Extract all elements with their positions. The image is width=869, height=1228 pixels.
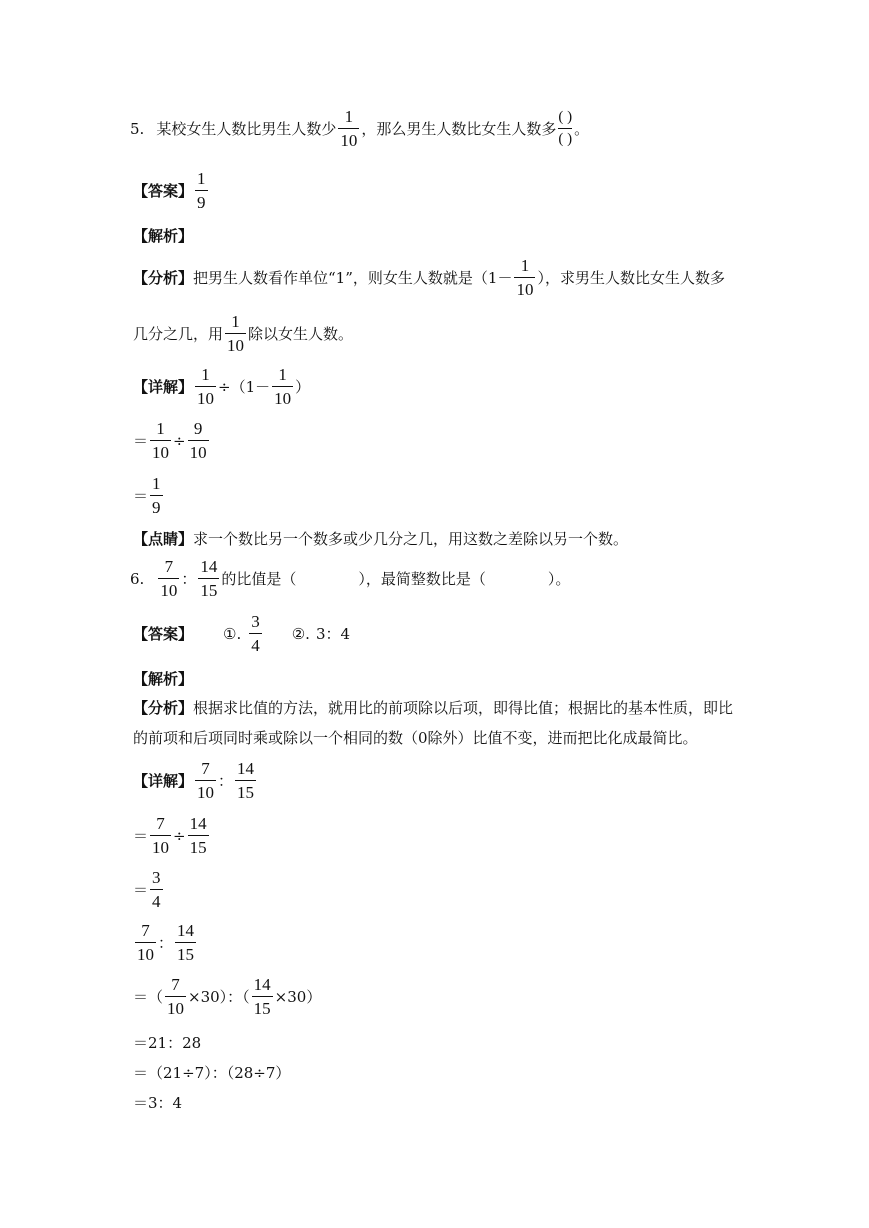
answer-label: 【答案】 (133, 625, 194, 643)
q6-text-c: ）。 (547, 570, 571, 588)
a5-fenxi-line2 (133, 313, 353, 354)
a5-analysis-label: 【解析】 (133, 227, 194, 245)
a6-ratio-frac2: $\frac{14}{15}$ (177, 921, 195, 964)
a5-fenxi-a: 把男生人数看作单位“1”，则女生人数就是（1－ (193, 269, 513, 287)
a6-fenxi-1: 根据求比值的方法，就用比的前项除以后项，即得比值；根据比的基本性质，即比 (193, 699, 734, 717)
a6-step1: ＝ $\frac{7}{10}$ ÷ $\frac{14}{15}$ (133, 814, 207, 857)
a6-fenxi-2: 的前项和后项同时乘或除以一个相同的数（0除外）比值不变，进而把比化成最简比。 (133, 729, 698, 747)
a6-step2-frac: $\frac{3}{4}$ (152, 868, 161, 911)
q5-blank-fraction: $\frac{( )}{( )}$ (558, 109, 573, 147)
a5-step1-frac2: $\frac{9}{10}$ (189, 419, 207, 462)
q5-text-b: ，那么男生人数比女生人数多 (361, 120, 557, 138)
q6-frac2: $\frac{14}{15}$ (200, 557, 218, 600)
a6-fenxi-line2 (133, 727, 698, 748)
a5-fenxi-b: ），求男生人数比女生人数多 (537, 269, 725, 287)
a6-step6: ＝3：4 (133, 1094, 183, 1112)
a6-step3-frac2: $\frac{14}{15}$ (253, 975, 271, 1018)
a5-step1: ＝ $\frac{1}{10}$ ÷ $\frac{9}{10}$ (133, 419, 207, 462)
a5-answer-line (133, 170, 210, 211)
a6-step3: ＝（ $\frac{7}{10}$ ×30）：（ $\frac{14}{15}$ ×30） (133, 975, 322, 1018)
a5-step2-frac: $\frac{1}{9}$ (152, 474, 161, 517)
q6-number: 6. (130, 569, 145, 588)
a6-step1-frac1: $\frac{7}{10}$ (152, 814, 170, 857)
q5-fraction: $\frac{1}{10}$ (340, 107, 358, 150)
a5-answer-fraction: $\frac{1}{9}$ (197, 169, 206, 212)
a6-ratio-frac1: $\frac{7}{10}$ (137, 921, 154, 964)
a5-fenxi-d: 除以女生人数。 (248, 325, 354, 343)
a5-step1-frac1: $\frac{1}{10}$ (152, 419, 170, 462)
q6-line: 6. $\frac{7}{10}$ ： $\frac{14}{15}$ 的比值是（ ），最简整数比是（ ）。 (130, 557, 571, 600)
detail-label: 【详解】 (133, 378, 194, 396)
a5-step2: ＝ $\frac{1}{9}$ (133, 474, 161, 517)
a6-ratio-line: $\frac{7}{10}$ ： $\frac{14}{15}$ (137, 921, 195, 964)
a5-dianjing-line (133, 528, 628, 549)
a6-ans2: 3：4 (315, 625, 351, 643)
a6-answer-line (133, 613, 350, 654)
q6-text-a: 的比值是（ (221, 570, 297, 588)
a5-dianjing-text: 求一个数比另一个数多或少几分之几，用这数之差除以另一个数。 (193, 530, 629, 548)
fenxi-label: 【分析】 (133, 269, 194, 287)
a5-fenxi-fraction2: $\frac{1}{10}$ (227, 312, 245, 355)
a6-detail-frac2: $\frac{14}{15}$ (237, 759, 255, 802)
detail-label: 【详解】 (133, 772, 194, 790)
a6-step3-frac1: $\frac{7}{10}$ (167, 975, 185, 1018)
a6-detail-frac1: $\frac{7}{10}$ (197, 759, 215, 802)
a6-ans1-marker: ①. (223, 624, 242, 643)
a5-detail-frac1: $\frac{1}{10}$ (197, 365, 215, 408)
a5-detail-end: ） (295, 378, 311, 396)
q5-text-end: 。 (574, 120, 590, 138)
a6-detail-line: 【详解】 $\frac{7}{10}$ ： $\frac{14}{15}$ (133, 759, 255, 802)
a6-step4: ＝21：28 (133, 1034, 202, 1052)
a6-analysis-label: 【解析】 (133, 670, 194, 688)
answer-label: 【答案】 (133, 182, 194, 200)
q5-text-a: 某校女生人数比男生人数少 (156, 120, 337, 138)
dianjing-label: 【点睛】 (133, 530, 194, 548)
a6-step1-frac2: $\frac{14}{15}$ (189, 814, 207, 857)
a5-detail-line (133, 366, 310, 407)
a6-step5: ＝（21÷7）：（28÷7） (133, 1064, 291, 1082)
fenxi-label: 【分析】 (133, 699, 194, 717)
a6-ans2-marker: ②. (291, 624, 310, 643)
a5-fenxi-line1 (133, 257, 725, 298)
q6-frac1: $\frac{7}{10}$ (160, 557, 178, 600)
q6-text-b: ），最简整数比是（ (358, 570, 486, 588)
q5-number: 5. (130, 119, 145, 138)
a5-detail-frac2: $\frac{1}{10}$ (274, 365, 292, 408)
a6-ans1-fraction: $\frac{3}{4}$ (251, 612, 260, 655)
a6-step2: ＝ $\frac{3}{4}$ (133, 868, 161, 911)
a6-fenxi-line1 (133, 697, 733, 718)
a5-fenxi-c: 几分之几，用 (133, 325, 224, 343)
a5-fenxi-fraction: $\frac{1}{10}$ (516, 256, 534, 299)
q5-line (130, 108, 589, 149)
a5-detail-mid: ÷（1－ (218, 378, 271, 396)
